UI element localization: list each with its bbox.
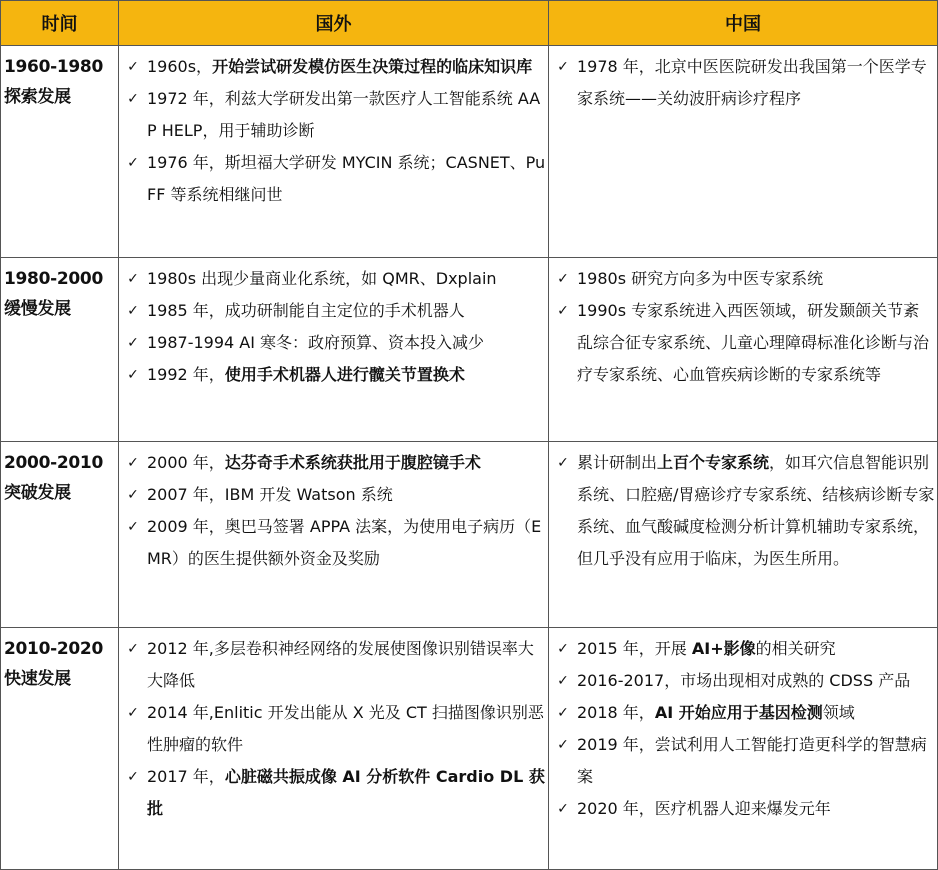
abroad-item [119, 447, 546, 479]
item-text [147, 511, 546, 575]
item-text-plain: 1980s 研究方向多为中医专家系统 [577, 269, 824, 288]
check-icon: ✓ [557, 271, 569, 287]
item-text-plain: 2014 年,Enlitic 开发出能从 X 光及 CT 扫描图像识别恶性肿瘤的软件 [147, 703, 544, 754]
item-text [147, 83, 546, 147]
item-text-plain: 1992 年， [147, 365, 225, 384]
check-icon: ✓ [127, 155, 139, 171]
china-cell [549, 258, 938, 442]
item-text-plain: 1987-1994 AI 寒冬：政府预算、资本投入减少 [147, 333, 485, 352]
period-stage: 缓慢发展 [4, 299, 71, 319]
item-text [577, 447, 935, 575]
item-text [577, 51, 935, 115]
header-abroad: 国外 [119, 1, 549, 46]
period-years: 2010-2020 [4, 639, 103, 659]
china-item [549, 447, 935, 575]
item-text-plain: 2009 年，奥巴马签署 APPA 法案，为使用电子病历（EMR）的医生提供额外资金及奖励 [147, 517, 542, 568]
abroad-cell [119, 46, 549, 258]
abroad-item [119, 511, 546, 575]
item-text [147, 479, 546, 511]
period-years: 1960-1980 [4, 57, 103, 77]
item-text-bold: AI 开始应用于基因检测 [654, 703, 823, 722]
check-icon: ✓ [557, 641, 569, 657]
item-text-bold: 使用手术机器人进行髋关节置换术 [224, 365, 465, 384]
item-text-plain: 1960s， [147, 57, 213, 76]
check-icon: ✓ [127, 487, 139, 503]
check-icon: ✓ [557, 303, 569, 319]
item-text [577, 633, 935, 665]
item-text-plain: 1978 年，北京中医医院研发出我国第一个医学专家系统——关幼波肝病诊疗程序 [577, 57, 927, 108]
abroad-item [119, 263, 546, 295]
item-text-tail: 的相关研究 [755, 639, 836, 658]
period-stage: 突破发展 [4, 483, 71, 503]
abroad-item [119, 359, 546, 391]
check-icon: ✓ [127, 705, 139, 721]
period-cell [1, 442, 119, 628]
abroad-cell [119, 628, 549, 870]
period-cell [1, 46, 119, 258]
item-text [147, 263, 546, 295]
china-cell [549, 46, 938, 258]
check-icon: ✓ [557, 455, 569, 471]
item-text [147, 295, 546, 327]
item-text-plain: 1976 年，斯坦福大学研发 MYCIN 系统；CASNET、PuFF 等系统相继问世 [147, 153, 546, 204]
item-text-plain: 2017 年， [147, 767, 225, 786]
check-icon: ✓ [127, 367, 139, 383]
abroad-item [119, 295, 546, 327]
check-icon: ✓ [127, 335, 139, 351]
period-stage: 探索发展 [4, 87, 71, 107]
item-text-plain: 2012 年,多层卷积神经网络的发展使图像识别错误率大大降低 [147, 639, 534, 690]
item-text [577, 729, 935, 793]
item-text-tail: ，如耳穴信息智能识别系统、口腔癌/胃癌诊疗专家系统、结核病诊断专家系统、血气酸碱度检测分析计算机辅助专家系统，但几乎没有应用于临床，为医生所用。 [577, 453, 935, 568]
item-text-bold: AI+影像 [691, 639, 756, 658]
header-row [1, 1, 938, 46]
item-text-plain: 累计研制出 [577, 453, 658, 472]
item-text [147, 447, 546, 479]
item-text-plain: 2018 年， [577, 703, 655, 722]
china-item [549, 633, 935, 665]
check-icon: ✓ [127, 519, 139, 535]
abroad-item [119, 633, 546, 697]
item-text [577, 295, 935, 391]
item-text-plain: 1990s 专家系统进入西医领域，研发颞颌关节紊乱综合征专家系统、儿童心理障碍标准化诊断与治疗专家系统、心血管疾病诊断的专家系统等 [577, 301, 930, 384]
item-text-plain: 1985 年，成功研制能自主定位的手术机器人 [147, 301, 465, 320]
item-text-plain: 1980s 出现少量商业化系统，如 QMR、Dxplain [147, 269, 497, 288]
item-text [147, 51, 546, 83]
item-text-bold: 开始尝试研发模仿医生决策过程的临床知识库 [212, 57, 533, 76]
check-icon: ✓ [557, 801, 569, 817]
abroad-item [119, 51, 546, 83]
abroad-item [119, 147, 546, 211]
item-text [577, 263, 935, 295]
china-item [549, 793, 935, 825]
item-text-plain: 2019 年，尝试利用人工智能打造更科学的智慧病案 [577, 735, 927, 786]
item-text-plain: 2016-2017，市场出现相对成熟的 CDSS 产品 [577, 671, 911, 690]
abroad-item [119, 479, 546, 511]
item-text-plain: 2000 年， [147, 453, 225, 472]
item-text-bold: 心脏磁共振成像 AI 分析软件 Cardio DL 获批 [147, 767, 545, 818]
china-item [549, 697, 935, 729]
check-icon: ✓ [557, 673, 569, 689]
table-row [1, 442, 938, 628]
check-icon: ✓ [127, 271, 139, 287]
check-icon: ✓ [557, 705, 569, 721]
header-time: 时间 [1, 1, 119, 46]
abroad-cell [119, 258, 549, 442]
check-icon: ✓ [557, 737, 569, 753]
table-row [1, 258, 938, 442]
period-stage: 快速发展 [4, 669, 71, 689]
item-text-bold: 上百个专家系统 [657, 453, 770, 472]
item-text-plain: 1972 年，利兹大学研发出第一款医疗人工智能系统 AAP HELP，用于辅助诊断 [147, 89, 541, 140]
check-icon: ✓ [127, 641, 139, 657]
abroad-item [119, 761, 546, 825]
item-text [147, 633, 546, 697]
check-icon: ✓ [127, 769, 139, 785]
check-icon: ✓ [127, 91, 139, 107]
header-china: 中国 [549, 1, 938, 46]
table-row [1, 46, 938, 258]
item-text-plain: 2007 年，IBM 开发 Watson 系统 [147, 485, 393, 504]
table-row [1, 628, 938, 870]
china-item [549, 665, 935, 697]
check-icon: ✓ [127, 455, 139, 471]
item-text-bold: 达芬奇手术系统获批用于腹腔镜手术 [224, 453, 481, 472]
abroad-item [119, 697, 546, 761]
item-text [577, 665, 935, 697]
check-icon: ✓ [127, 59, 139, 75]
abroad-item [119, 83, 546, 147]
item-text [147, 359, 546, 391]
china-cell [549, 442, 938, 628]
abroad-cell [119, 442, 549, 628]
abroad-item [119, 327, 546, 359]
china-item [549, 295, 935, 391]
period-cell [1, 628, 119, 870]
item-text [147, 147, 546, 211]
item-text-tail: 领域 [822, 703, 855, 722]
item-text-plain: 2015 年，开展 [577, 639, 692, 658]
item-text-plain: 2020 年，医疗机器人迎来爆发元年 [577, 799, 831, 818]
period-years: 1980-2000 [4, 269, 103, 289]
item-text [147, 697, 546, 761]
china-item [549, 729, 935, 793]
item-text [577, 697, 935, 729]
check-icon: ✓ [127, 303, 139, 319]
item-text [147, 761, 546, 825]
period-cell [1, 258, 119, 442]
china-item [549, 51, 935, 115]
china-cell [549, 628, 938, 870]
item-text [577, 793, 935, 825]
item-text [147, 327, 546, 359]
period-years: 2000-2010 [4, 453, 103, 473]
check-icon: ✓ [557, 59, 569, 75]
china-item [549, 263, 935, 295]
